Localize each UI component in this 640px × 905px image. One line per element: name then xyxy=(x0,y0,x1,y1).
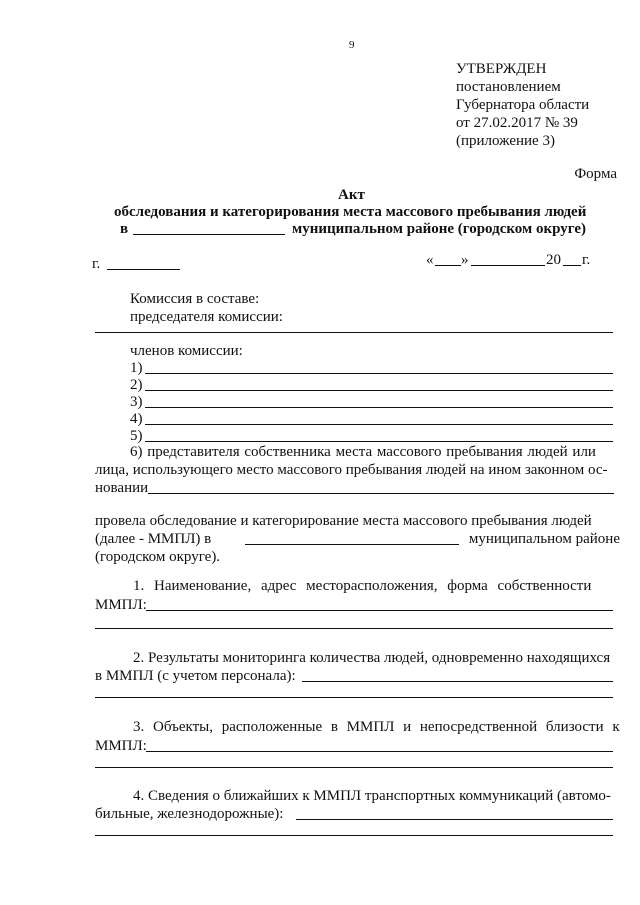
section-2-line[interactable] xyxy=(95,697,613,698)
section-3-title: 3. Объекты, расположенные в ММПЛ и непосредственной близости к xyxy=(133,719,620,735)
chairman-line[interactable] xyxy=(95,332,613,333)
representative-line: новании xyxy=(95,480,149,496)
approval-line: Губернатора области xyxy=(456,97,590,113)
section-1-line[interactable] xyxy=(146,610,613,611)
heading-subtitle: обследования и категорирования места массового пребывания людей xyxy=(114,204,587,220)
city-prefix: г. xyxy=(92,256,101,272)
approval-line: постановлением xyxy=(456,79,561,95)
conducted-text: провела обследование и категорирование места массового пребывания людей xyxy=(95,513,592,529)
date-day-line[interactable] xyxy=(435,265,461,266)
section-1-line[interactable] xyxy=(95,628,613,629)
district-blank-line[interactable] xyxy=(245,544,459,545)
member-number: 5) xyxy=(130,428,143,444)
heading-suffix: муниципальном районе (городском округе) xyxy=(292,221,587,237)
conducted-text: (городском округе). xyxy=(95,549,221,565)
heading-prefix: в xyxy=(120,221,129,237)
conducted-text: муниципальном районе xyxy=(468,531,620,547)
section-3-label: ММПЛ: xyxy=(95,738,147,754)
section-2-title: 2. Результаты мониторинга количества людей, одновременно находящихся xyxy=(133,650,611,666)
date-close-quote: » xyxy=(461,252,469,268)
section-4-line[interactable] xyxy=(296,819,613,820)
approval-title: УТВЕРЖДЕН xyxy=(456,61,547,77)
approval-line: (приложение 3) xyxy=(456,133,555,149)
district-blank-line[interactable] xyxy=(133,234,285,235)
section-2-label: в ММПЛ (с учетом персонала): xyxy=(95,668,296,684)
representative-blank-line[interactable] xyxy=(148,493,614,494)
page-number: 9 xyxy=(349,39,355,51)
heading-title: Акт xyxy=(338,187,365,203)
section-4-line[interactable] xyxy=(95,835,613,836)
date-year-prefix: 20 xyxy=(546,252,561,268)
chairman-label: председателя комиссии: xyxy=(130,309,283,325)
member-line[interactable] xyxy=(145,373,613,374)
form-label: Форма xyxy=(574,166,617,182)
date-month-line[interactable] xyxy=(471,265,545,266)
members-label: членов комиссии: xyxy=(130,343,243,359)
section-2-line[interactable] xyxy=(302,681,613,682)
member-number: 1) xyxy=(130,360,143,376)
section-4-label: бильные, железнодорожные): xyxy=(95,806,284,822)
date-year-suffix: г. xyxy=(582,252,591,268)
member-line[interactable] xyxy=(145,407,613,408)
representative-line: 6) представителя собственника места массового пребывания людей или xyxy=(130,444,596,460)
date-open-quote: « xyxy=(426,252,434,268)
section-3-line[interactable] xyxy=(95,767,613,768)
member-number: 4) xyxy=(130,411,143,427)
commission-intro: Комиссия в составе: xyxy=(130,291,260,307)
section-3-line[interactable] xyxy=(146,751,613,752)
city-blank-line[interactable] xyxy=(107,269,180,270)
section-1-title: 1. Наименование, адрес месторасположения, форма собственности xyxy=(133,578,592,594)
conducted-text: (далее - ММПЛ) в xyxy=(95,531,212,547)
member-line[interactable] xyxy=(145,441,613,442)
section-1-label: ММПЛ: xyxy=(95,597,147,613)
section-4-title: 4. Сведения о ближайших к ММПЛ транспортных коммуникаций (автомо- xyxy=(133,788,611,804)
approval-line: от 27.02.2017 № 39 xyxy=(456,115,578,131)
member-number: 2) xyxy=(130,377,143,393)
member-line[interactable] xyxy=(145,390,613,391)
representative-line: лица, использующего место массового пребывания людей на ином законном ос- xyxy=(95,462,608,478)
member-line[interactable] xyxy=(145,424,613,425)
date-year-line[interactable] xyxy=(563,265,581,266)
member-number: 3) xyxy=(130,394,143,410)
